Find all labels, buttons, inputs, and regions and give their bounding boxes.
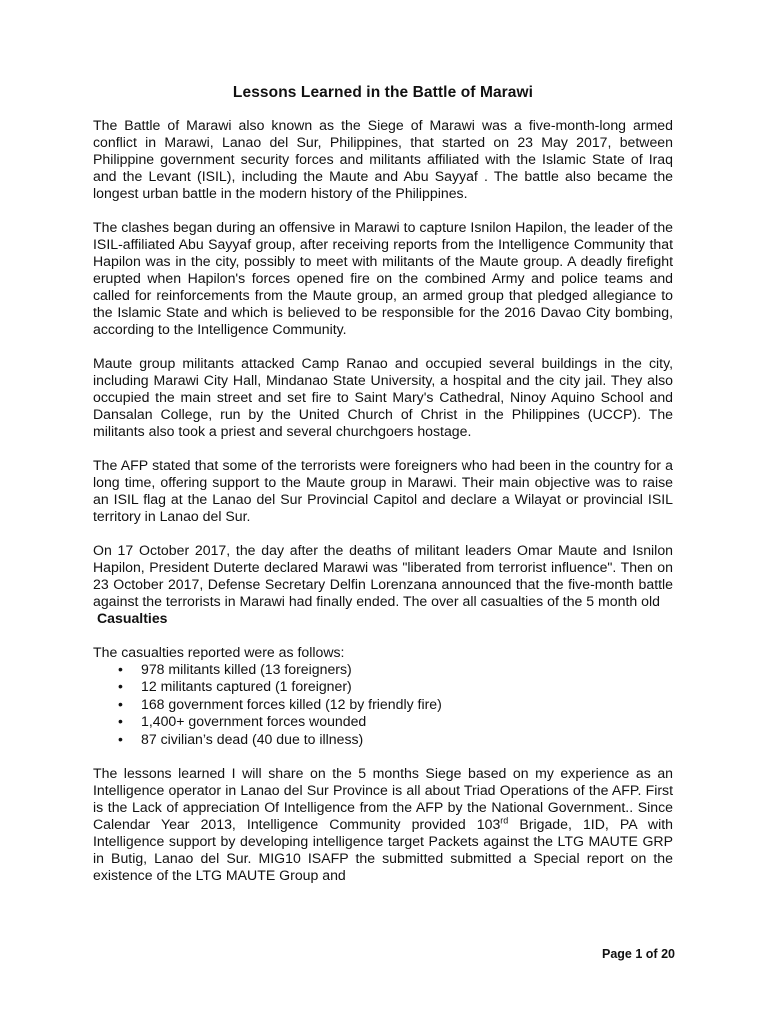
paragraph-lessons — [93, 765, 673, 884]
page-footer — [602, 947, 675, 961]
document-title: Lessons Learned in the Battle of Marawi — [232, 84, 534, 101]
paragraph-liberation: On 17 October 2017, the day after the deaths of militant leaders Omar Maute and Isnilon Hapilon, President Duterte declared Marawi was "liberated from terrorist influence". Then on 23 October 2017, Defense Secretary Delfin Lorenzana announced that the five-month battle against the terrorists in Marawi had finally ended. The over all casualties of the 5 month old — [93, 542, 673, 609]
footer-page-number: 1 — [635, 947, 643, 961]
list-item: • 87 civilian’s dead (40 due to illness) — [141, 731, 673, 748]
paragraph-attack: Maute group militants attacked Camp Ranao and occupied several buildings in the city, including Marawi City Hall, Mindanao State University, a hospital and the city jail. They also occupied the main street and set fire to Saint Mary's Cathedral, Ninoy Aquino School and Dansalan College, run by the United Church of Christ in the Philippines (UCCP). The militants also took a priest and several churchgoers hostage. — [93, 355, 673, 439]
ordinal-suffix: rd — [500, 815, 509, 826]
list-item: • 168 government forces killed (12 by friendly fire) — [141, 696, 673, 713]
footer-of-word: of — [645, 947, 658, 961]
casualties-heading: Casualties — [97, 610, 168, 626]
lessons-text-end: Brigade, 1ID, PA with Intelligence support by developing intelligence target Packets against the LTG MAUTE GRP in Butig, Lanao del Sur. MIG10 ISAFP the submitted submitted a Special report on the existence of the LTG MAUTE Group and — [93, 816, 674, 884]
footer-total-pages: 20 — [661, 947, 675, 961]
lessons-text-start: The lessons learned I will share on the 5 months Siege based on my experience as an Intelligence operator in Lanao del Sur Province is all about Triad Operations of the AFP. First is the Lack of appreciation Of Intelligence from the AFP by the National Government.. Since Calendar Year 2013, Intelligence Community provided 103 — [93, 765, 673, 833]
casualties-list — [93, 661, 673, 748]
paragraph-foreigners: The AFP stated that some of the terrorists were foreigners who had been in the country for a long time, offering support to the Maute group in Marawi. Their main objective was to raise an ISIL flag at the Lanao del Sur Provincial Capitol and declare a Wilayat or provincial ISIL territory in Lanao del Sur. — [93, 457, 673, 524]
list-item: • 978 militants killed (13 foreigners) — [141, 661, 673, 678]
paragraph-clashes: The clashes began during an offensive in Marawi to capture Isnilon Hapilon, the leader of the ISIL-affiliated Abu Sayyaf group, after receiving reports from the Intelligence Community that Hapilon was in the city, possibly to meet with militants of the Maute group. A deadly firefight erupted when Hapilon's forces opened fire on the combined Army and police teams and called for reinforcements from the Maute group, an armed group that pledged allegiance to the Islamic State and which is believed to be responsible for the 2016 Davao City bombing, according to the Intelligence Community. — [93, 219, 673, 337]
footer-page-word: Page — [601, 947, 632, 961]
paragraph-intro: The Battle of Marawi also known as the Siege of Marawi was a five-month-long armed conflict in Marawi, Lanao del Sur, Philippines, that started on 23 May 2017, between Philippine government security forces and militants affiliated with the Islamic State of Iraq and the Levant (ISIL), including the Maute and Abu Sayyaf . The battle also became the longest urban battle in the modern history of the Philippines. — [93, 117, 673, 201]
casualties-intro: The casualties reported were as follows: — [93, 644, 345, 660]
list-item: • 12 militants captured (1 foreigner) — [141, 678, 673, 695]
list-item: • 1,400+ government forces wounded — [141, 713, 673, 730]
